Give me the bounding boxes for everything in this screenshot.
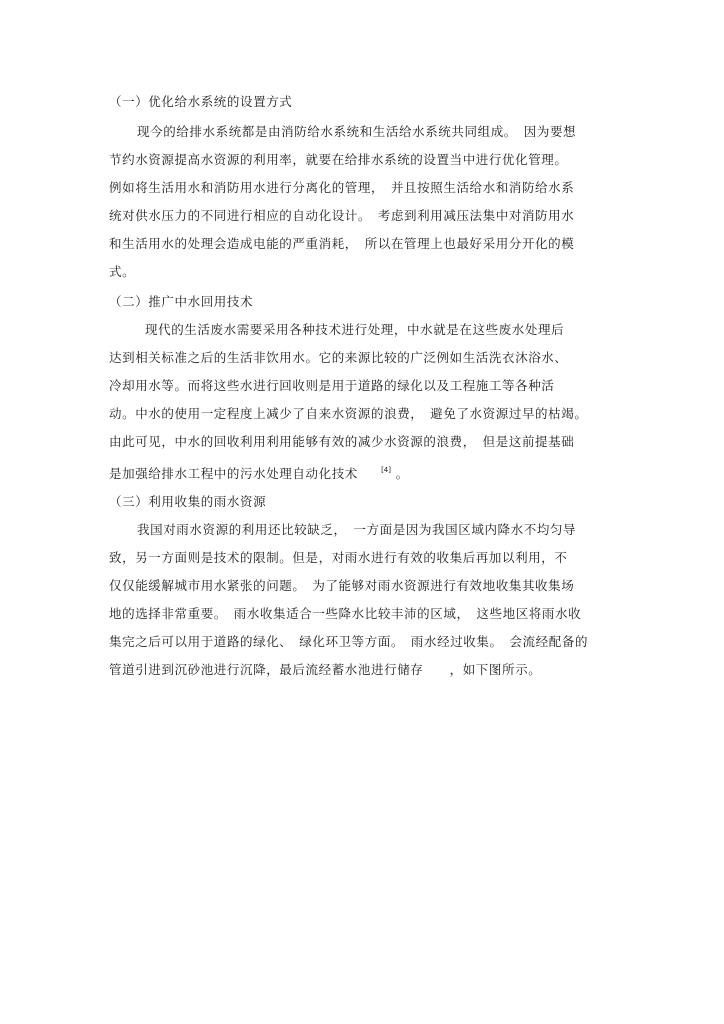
paragraph-line: 现今的给排水系统都是由消防给水系统和生活给水系统共同组成。 因为要想 [137,124,577,139]
section-heading-1: （一）优化给水系统的设置方式 [109,94,293,109]
paragraph-line: 动。中水的使用一定程度上减少了自来水资源的浪费， 避免了水资源过早的枯竭。 [109,406,588,421]
section-heading-3: （三）利用收集的雨水资源 [109,494,267,509]
paragraph-line: 统对供水压力的不同进行相应的自动化设计。 考虑到利用减压法集中对消防用水 [109,208,575,223]
paragraph-line: 和生活用水的处理会造成电能的严重消耗， 所以在管理上也最好采用分开化的模 [109,236,575,251]
paragraph-line: 由此可见，中水的回收利用利用能够有效的减少水资源的浪费， 但是这前提基础 [109,434,575,449]
paragraph-line: 例如将生活用水和消防用水进行分离化的管理， 并且按照生活给水和消防给水系 [109,180,575,195]
paragraph-line: 冷却用水等。而将这些水进行回收则是用于道路的绿化以及工程施工等各种活 [109,378,555,393]
paragraph-line: 节约水资源提高水资源的利用率，就要在给排水系统的设置当中进行优化管理。 [109,152,568,167]
paragraph-line: 致，另一方面则是技术的限制。但是，对雨水进行有效的收集后再加以利用，不 [109,550,568,565]
paragraph-line: 达到相关标准之后的生活非饮用水。它的来源比较的广泛例如生活洗衣沐浴水、 [109,350,568,365]
paragraph-line: 仅仅能缓解城市用水紧张的问题。 为了能够对雨水资源进行有效地收集其收集场 [109,578,575,593]
paragraph-line: 我国对雨水资源的利用还比较缺乏， 一方面是因为我国区域内降水不均匀导 [137,522,577,537]
paragraph-line-with-citation [109,462,409,482]
citation-marker: [4] [381,466,391,474]
paragraph-line: 式。 [109,264,136,279]
paragraph-line: 地的选择非常重要。 雨水收集适合一些降水比较丰沛的区域， 这些地区将雨水收 [109,606,582,621]
section-heading-2: （二）推广中水回用技术 [109,294,254,309]
paragraph-text: 是加强给排水工程中的污水处理自动化技术 [109,466,358,481]
paragraph-line: 集完之后可以用于道路的绿化、 绿化环卫等方面。 雨水经过收集。 会流经配备的 [109,634,589,649]
paragraph-line: 现代的生活废水需要采用各种技术进行处理，中水就是在这些废水处理后 [145,322,565,337]
paragraph-line: 管道引进到沉砂池进行沉降，最后流经蓄水池进行储存 ，如下图所示。 [109,662,542,677]
paragraph-end: 。 [395,466,409,481]
